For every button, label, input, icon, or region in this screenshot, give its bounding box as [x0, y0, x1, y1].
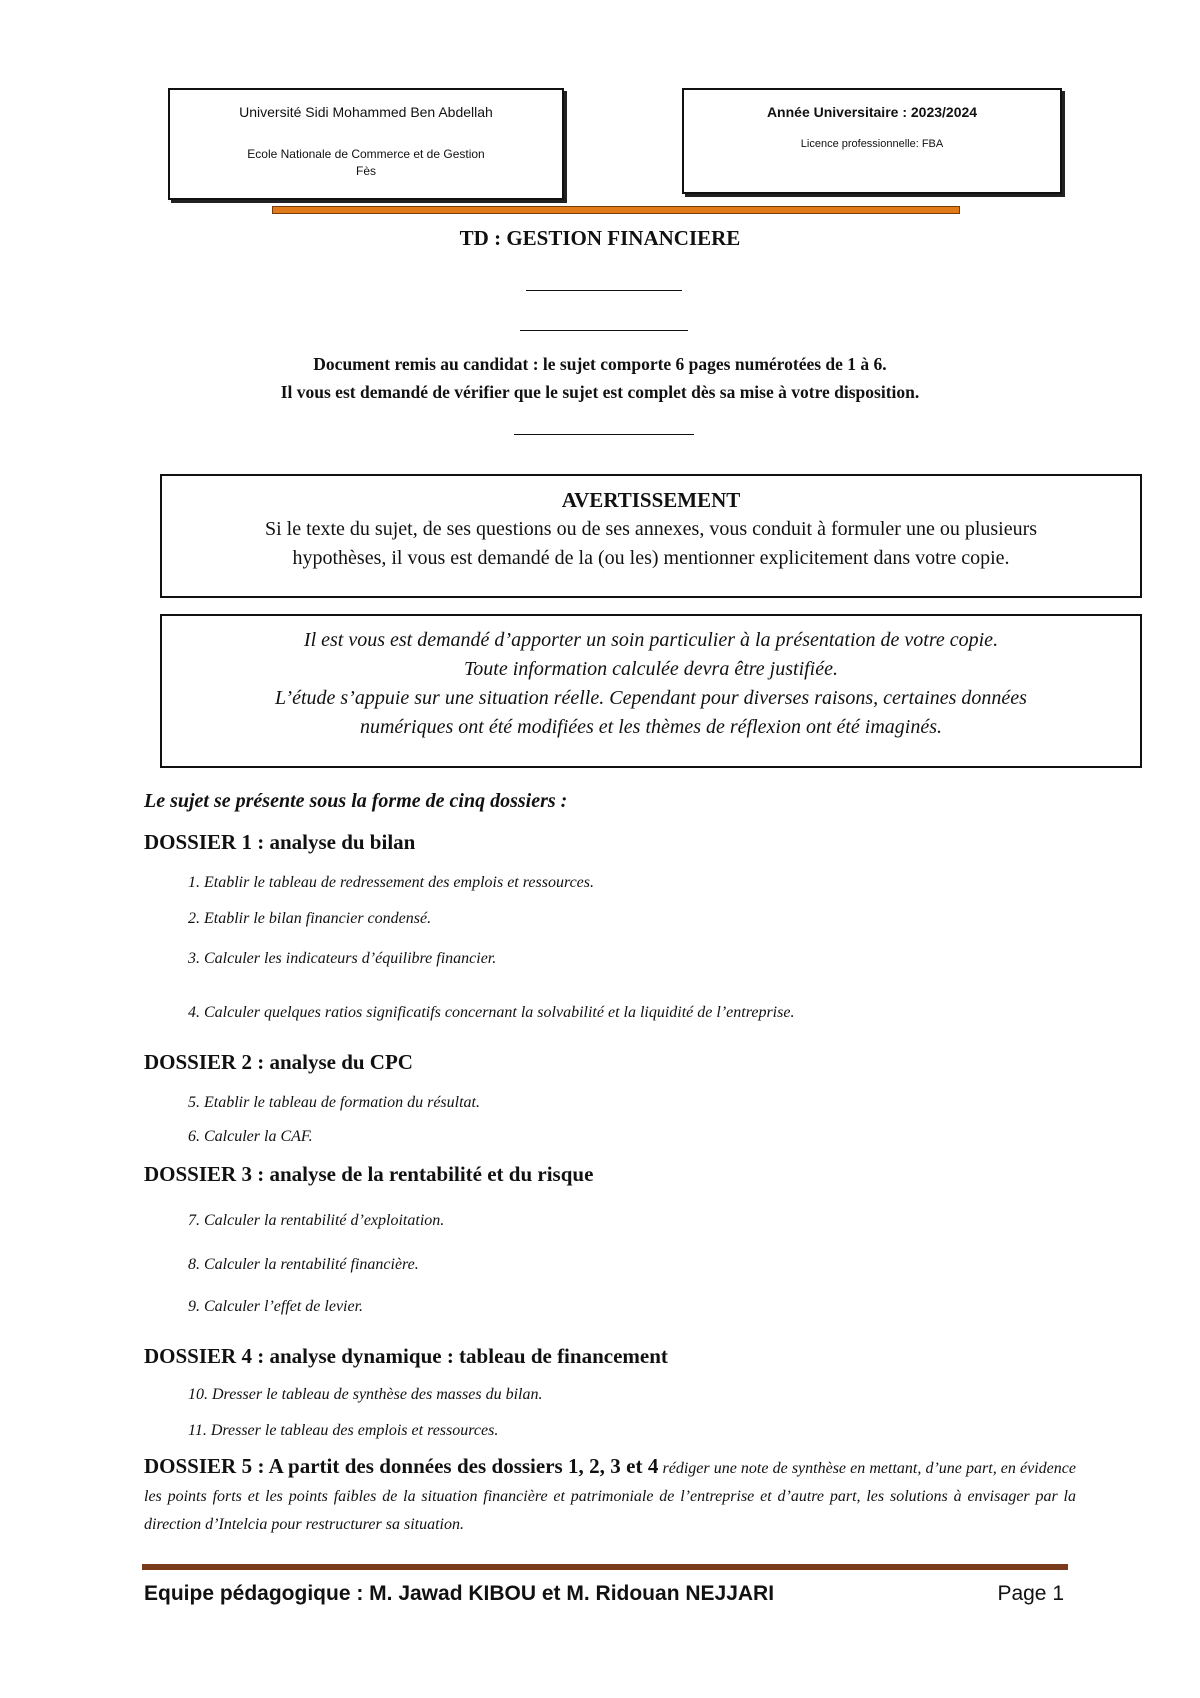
dossiers-intro: Le sujet se présente sous la forme de cinq dossiers : [144, 790, 568, 812]
program-name: Licence professionnelle: FBA [800, 138, 944, 150]
page-title: TD : GESTION FINANCIERE [459, 226, 741, 250]
academic-year: Année Universitaire : 2023/2024 [766, 104, 978, 120]
warning-box [160, 474, 1142, 598]
instructions-line-4: numériques ont été modifiées et les thèmes de réflexion ont été imaginés. [359, 716, 943, 738]
question-item: 7. Calculer la rentabilité d’exploitation. [188, 1212, 445, 1229]
instructions-line-2: Toute information calculée devra être justifiée. [463, 658, 838, 680]
dossier-1-title: DOSSIER 1 : analyse du bilan [144, 830, 416, 854]
warning-line-2: hypothèses, il vous est demandé de la (ou les) mentionner explicitement dans votre copie. [292, 547, 1010, 569]
dossier-4-title: DOSSIER 4 : analyse dynamique : tableau de financement [144, 1344, 668, 1368]
question-item: 4. Calculer quelques ratios significatifs concernant la solvabilité et la liquidité de l’entreprise. [188, 1004, 795, 1021]
school-name-line: Ecole Nationale de Commerce et de Gestion [247, 147, 485, 161]
question-item: 2. Etablir le bilan financier condensé. [188, 910, 432, 927]
teaching-team: Equipe pédagogique : M. Jawad KIBOU et M. Ridouan NEJJARI [144, 1582, 775, 1605]
instructions-line-3: L’étude s’appuie sur une situation réelle. Cependant pour diverses raisons, certaines données [275, 687, 1027, 709]
institution-box [168, 88, 564, 200]
question-item: 9. Calculer l’effet de levier. [188, 1298, 364, 1315]
question-item: 5. Etablir le tableau de formation du résultat. [188, 1094, 480, 1111]
warning-title: AVERTISSEMENT [561, 488, 741, 512]
question-item: 3. Calculer les indicateurs d’équilibre financier. [188, 950, 497, 967]
dossier-3-title: DOSSIER 3 : analyse de la rentabilité et du risque [144, 1162, 594, 1186]
notice-line-1: Document remis au candidat : le sujet comporte 6 pages numérotées de 1 à 6. [313, 354, 887, 374]
dossier-5-paragraph [144, 1452, 1076, 1539]
dossier-5-text: rédiger une note de synthèse en mettant, d’une part, en évidence les points forts et les points faibles de la situation financière et patrimoniale de l’entreprise et d’autre part, les solutions à envisager par la direction d’Intelcia pour restructurer sa situation. [144, 1460, 1076, 1533]
separator-line [520, 330, 688, 331]
instructions-line-1: Il est vous est demandé d’apporter un soin particulier à la présentation de votre copie. [303, 629, 999, 651]
question-item: 10. Dresser le tableau de synthèse des masses du bilan. [188, 1386, 543, 1403]
header-divider [272, 206, 960, 214]
school-name [170, 146, 562, 180]
academic-year-box [682, 88, 1062, 194]
question-item: 11. Dresser le tableau des emplois et ressources. [188, 1422, 499, 1439]
warning-line-1: Si le texte du sujet, de ses questions ou de ses annexes, vous conduit à formuler une ou plusieurs [264, 518, 1038, 540]
separator-line [514, 434, 694, 435]
question-item: 8. Calculer la rentabilité financière. [188, 1256, 419, 1273]
question-item: 1. Etablir le tableau de redressement des emplois et ressources. [188, 874, 594, 891]
dossier-5-title: DOSSIER 5 : A partit des données des dossiers 1, 2, 3 et 4 [144, 1454, 659, 1478]
footer-divider [142, 1564, 1068, 1570]
notice-line-2: Il vous est demandé de vérifier que le sujet est complet dès sa mise à votre disposition. [280, 382, 920, 402]
separator-line [526, 290, 682, 291]
page-number: Page 1 [997, 1582, 1064, 1605]
question-item: 6. Calculer la CAF. [188, 1128, 313, 1145]
instructions-box [160, 614, 1142, 768]
university-name: Université Sidi Mohammed Ben Abdellah [239, 104, 493, 120]
school-city: Fès [355, 164, 376, 178]
dossier-2-title: DOSSIER 2 : analyse du CPC [144, 1050, 413, 1074]
